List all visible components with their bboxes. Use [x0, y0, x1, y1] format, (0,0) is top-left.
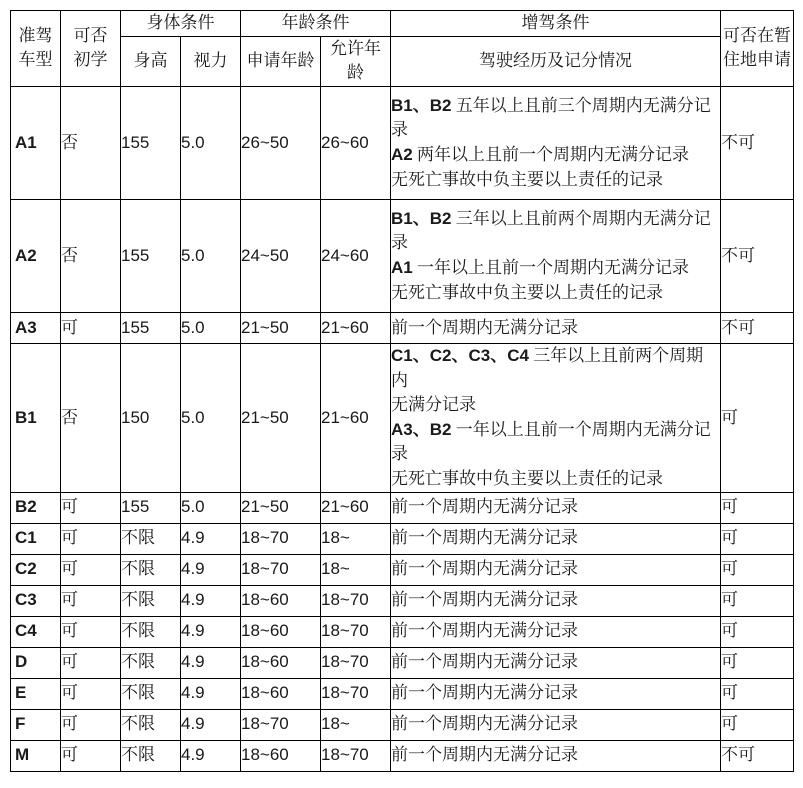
cell-apply_age: 18~60 [241, 616, 321, 647]
experience-line: A1 一年以上且前一个周期内无满分记录 [391, 257, 689, 277]
header-row-2 [11, 36, 794, 86]
experience-line: A2 两年以上且前一个周期内无满分记录 [391, 144, 689, 164]
cell-driving-experience [391, 492, 721, 523]
cell-apply_age: 18~60 [241, 647, 321, 678]
vehicle-code: C1、C2、C3、C4 [391, 345, 529, 365]
cell-temp_residence: 可 [721, 647, 794, 678]
cell-apply_age: 18~60 [241, 740, 321, 771]
cell-height: 不限 [121, 554, 181, 585]
cell-type: A3 [11, 312, 61, 343]
experience-line: 前一个周期内无满分记录 [391, 497, 578, 517]
experience-line: 无死亡事故中负主要以上责任的记录 [391, 469, 663, 489]
cell-vision: 4.9 [181, 740, 241, 771]
cell-temp_residence: 不可 [721, 199, 794, 312]
cell-can_learn: 可 [61, 523, 121, 554]
vehicle-code: A3、B2 [391, 419, 452, 439]
cell-temp_residence: 不可 [721, 86, 794, 199]
cell-height: 155 [121, 86, 181, 199]
experience-line: 前一个周期内无满分记录 [391, 714, 578, 734]
cell-temp_residence: 可 [721, 678, 794, 709]
header-temp-residence-line1: 可否在暂 [723, 25, 791, 45]
cell-can_learn: 否 [61, 199, 121, 312]
cell-height: 不限 [121, 709, 181, 740]
cell-vision: 5.0 [181, 199, 241, 312]
header-allowed-age [321, 36, 391, 86]
experience-line: 前一个周期内无满分记录 [391, 745, 578, 765]
cell-apply_age: 18~60 [241, 585, 321, 616]
cell-can_learn: 可 [61, 647, 121, 678]
cell-height: 不限 [121, 647, 181, 678]
cell-height: 155 [121, 492, 181, 523]
experience-line: B1、B2 五年以上且前三个周期内无满分记 [391, 95, 711, 115]
cell-allowed_age: 18~ [321, 523, 391, 554]
experience-line: B1、B2 三年以上且前两个周期内无满分记 [391, 208, 711, 228]
header-temp-residence [721, 11, 794, 87]
cell-can_learn: 可 [61, 740, 121, 771]
cell-temp_residence: 不可 [721, 740, 794, 771]
cell-allowed_age: 21~60 [321, 312, 391, 343]
cell-apply_age: 18~70 [241, 523, 321, 554]
cell-type: B2 [11, 492, 61, 523]
cell-type: D [11, 647, 61, 678]
cell-temp_residence: 不可 [721, 312, 794, 343]
cell-vision: 5.0 [181, 343, 241, 492]
cell-temp_residence: 可 [721, 616, 794, 647]
experience-line: 前一个周期内无满分记录 [391, 621, 578, 641]
cell-allowed_age: 18~ [321, 709, 391, 740]
table-row [11, 585, 794, 616]
table-row [11, 343, 794, 492]
header-vehicle-type-line1: 准驾 [18, 25, 53, 45]
experience-line: 前一个周期内无满分记录 [391, 559, 578, 579]
experience-line: 无死亡事故中负主要以上责任的记录 [391, 169, 663, 189]
cell-allowed_age: 24~60 [321, 199, 391, 312]
cell-vision: 4.9 [181, 585, 241, 616]
cell-driving-experience [391, 709, 721, 740]
experience-line: 录 [391, 444, 408, 464]
cell-can_learn: 可 [61, 585, 121, 616]
cell-allowed_age: 18~ [321, 554, 391, 585]
experience-line: 前一个周期内无满分记录 [391, 683, 578, 703]
table-row [11, 554, 794, 585]
cell-height: 不限 [121, 616, 181, 647]
header-allowed-age-line1: 允许年 [330, 38, 381, 58]
cell-can_learn: 可 [61, 616, 121, 647]
cell-type: C2 [11, 554, 61, 585]
header-can-learn [61, 11, 121, 87]
cell-height: 150 [121, 343, 181, 492]
cell-height: 不限 [121, 585, 181, 616]
header-vehicle-type [11, 11, 61, 87]
cell-can_learn: 可 [61, 554, 121, 585]
header-physical-conditions: 身体条件 [121, 11, 241, 37]
cell-allowed_age: 21~60 [321, 492, 391, 523]
cell-vision: 5.0 [181, 492, 241, 523]
cell-allowed_age: 18~70 [321, 585, 391, 616]
table-row [11, 492, 794, 523]
cell-type: F [11, 709, 61, 740]
cell-height: 155 [121, 312, 181, 343]
cell-type: A1 [11, 86, 61, 199]
cell-type: C3 [11, 585, 61, 616]
cell-type: M [11, 740, 61, 771]
header-can-learn-line2: 初学 [73, 50, 108, 70]
cell-driving-experience [391, 647, 721, 678]
cell-apply_age: 21~50 [241, 343, 321, 492]
cell-allowed_age: 18~70 [321, 616, 391, 647]
cell-driving-experience [391, 678, 721, 709]
cell-driving-experience [391, 343, 721, 492]
cell-type: A2 [11, 199, 61, 312]
table-row [11, 647, 794, 678]
experience-line: 前一个周期内无满分记录 [391, 652, 578, 672]
experience-line: 前一个周期内无满分记录 [391, 528, 578, 548]
cell-apply_age: 24~50 [241, 199, 321, 312]
cell-can_learn: 可 [61, 492, 121, 523]
experience-line: 前一个周期内无满分记录 [391, 317, 578, 337]
cell-can_learn: 否 [61, 343, 121, 492]
header-can-learn-line1: 可否 [73, 25, 108, 45]
cell-temp_residence: 可 [721, 585, 794, 616]
table-row [11, 312, 794, 343]
experience-line: 前一个周期内无满分记录 [391, 590, 578, 610]
cell-driving-experience [391, 616, 721, 647]
vehicle-code: A1 [391, 257, 413, 277]
experience-line: A3、B2 一年以上且前一个周期内无满分记 [391, 419, 711, 439]
table-row [11, 678, 794, 709]
cell-vision: 4.9 [181, 554, 241, 585]
table-row [11, 86, 794, 199]
cell-temp_residence: 可 [721, 492, 794, 523]
experience-line: 无死亡事故中负主要以上责任的记录 [391, 282, 663, 302]
table-row [11, 616, 794, 647]
cell-height: 不限 [121, 740, 181, 771]
cell-height: 155 [121, 199, 181, 312]
cell-type: C1 [11, 523, 61, 554]
vehicle-code: A2 [391, 144, 413, 164]
cell-allowed_age: 18~70 [321, 647, 391, 678]
cell-allowed_age: 26~60 [321, 86, 391, 199]
cell-type: C4 [11, 616, 61, 647]
vehicle-code: B1、B2 [391, 95, 452, 115]
cell-driving-experience [391, 554, 721, 585]
header-age-conditions: 年龄条件 [241, 11, 391, 37]
cell-type: B1 [11, 343, 61, 492]
cell-vision: 4.9 [181, 647, 241, 678]
cell-temp_residence: 可 [721, 554, 794, 585]
experience-line: C1、C2、C3、C4 三年以上且前两个周期内 [391, 345, 704, 390]
cell-apply_age: 18~60 [241, 678, 321, 709]
driving-license-requirements-table [10, 10, 794, 772]
cell-can_learn: 可 [61, 678, 121, 709]
header-temp-residence-line2: 住地申请 [723, 50, 791, 70]
cell-apply_age: 21~50 [241, 492, 321, 523]
cell-vision: 5.0 [181, 86, 241, 199]
cell-temp_residence: 可 [721, 343, 794, 492]
cell-vision: 4.9 [181, 523, 241, 554]
header-vehicle-type-line2: 车型 [18, 50, 53, 70]
table-header [11, 11, 794, 87]
cell-can_learn: 可 [61, 709, 121, 740]
table-row [11, 199, 794, 312]
cell-allowed_age: 18~70 [321, 740, 391, 771]
cell-driving-experience [391, 523, 721, 554]
cell-driving-experience [391, 740, 721, 771]
cell-height: 不限 [121, 678, 181, 709]
header-allowed-age-line2: 龄 [347, 63, 364, 83]
cell-temp_residence: 可 [721, 523, 794, 554]
cell-allowed_age: 18~70 [321, 678, 391, 709]
cell-can_learn: 可 [61, 312, 121, 343]
header-upgrade-conditions: 增驾条件 [391, 11, 721, 37]
table-row [11, 523, 794, 554]
vehicle-code: B1、B2 [391, 208, 452, 228]
cell-apply_age: 18~70 [241, 709, 321, 740]
experience-line: 录 [391, 120, 408, 140]
table-row [11, 709, 794, 740]
cell-vision: 4.9 [181, 616, 241, 647]
cell-height: 不限 [121, 523, 181, 554]
cell-allowed_age: 21~60 [321, 343, 391, 492]
header-driving-experience: 驾驶经历及记分情况 [391, 36, 721, 86]
experience-line: 录 [391, 233, 408, 253]
header-vision: 视力 [181, 36, 241, 86]
header-height: 身高 [121, 36, 181, 86]
table-row [11, 740, 794, 771]
cell-type: E [11, 678, 61, 709]
cell-driving-experience [391, 86, 721, 199]
cell-vision: 4.9 [181, 678, 241, 709]
cell-apply_age: 26~50 [241, 86, 321, 199]
cell-driving-experience [391, 312, 721, 343]
experience-line: 无满分记录 [391, 395, 476, 415]
cell-vision: 4.9 [181, 709, 241, 740]
table-body [11, 86, 794, 771]
header-row-1 [11, 11, 794, 37]
cell-driving-experience [391, 199, 721, 312]
cell-apply_age: 21~50 [241, 312, 321, 343]
cell-temp_residence: 可 [721, 709, 794, 740]
cell-driving-experience [391, 585, 721, 616]
cell-apply_age: 18~70 [241, 554, 321, 585]
header-apply-age: 申请年龄 [241, 36, 321, 86]
cell-vision: 5.0 [181, 312, 241, 343]
cell-can_learn: 否 [61, 86, 121, 199]
